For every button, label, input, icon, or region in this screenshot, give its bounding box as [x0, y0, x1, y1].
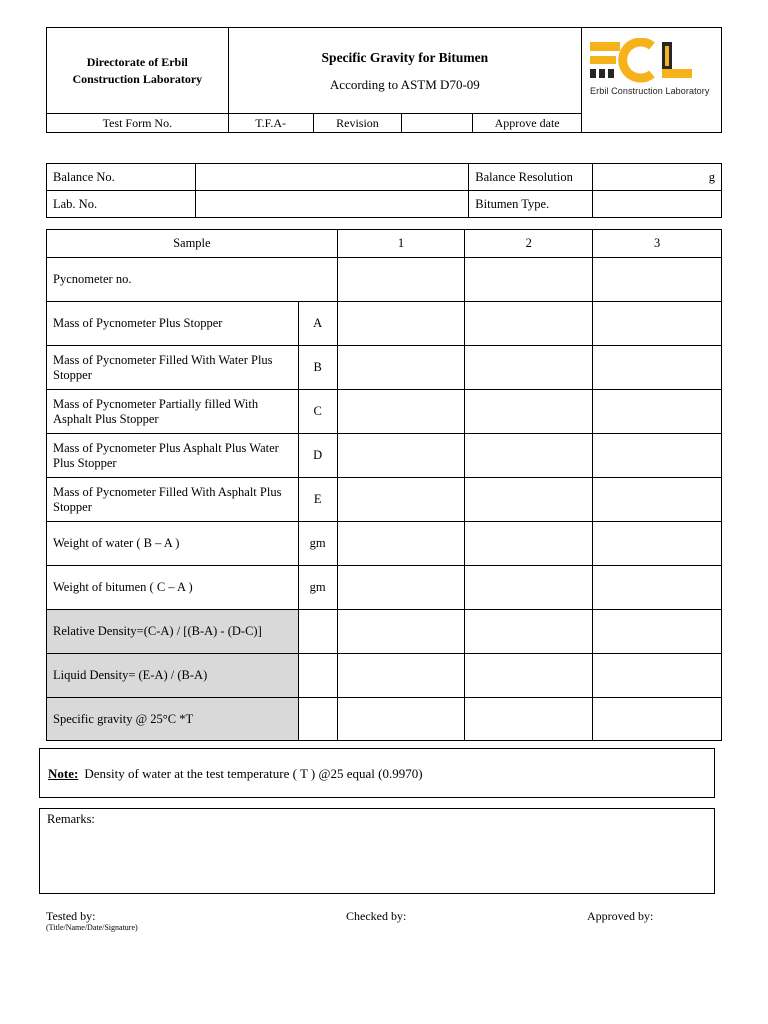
- measurement-row: [47, 566, 722, 610]
- tested-by-subtitle: (Title/Name/Date/Signature): [46, 923, 138, 932]
- row-symbol: gm: [298, 522, 337, 566]
- row-label: Weight of water ( B – A ): [47, 522, 299, 566]
- row-value-field-1[interactable]: [337, 610, 465, 654]
- form-subtitle: According to ASTM D70-09: [329, 77, 480, 92]
- checked-by-label: Checked by:: [346, 909, 407, 923]
- ecl-logo-mark: [590, 38, 694, 84]
- row-symbol: [298, 698, 337, 741]
- row-value-field-2[interactable]: [465, 346, 593, 390]
- row-symbol: A: [298, 302, 337, 346]
- measurement-table: [46, 229, 722, 741]
- measurement-row: [47, 390, 722, 434]
- logo-caption: Erbil Construction Laboratory: [590, 86, 710, 96]
- revision-label: Revision: [313, 114, 402, 133]
- form-title: Specific Gravity for Bitumen: [321, 50, 489, 65]
- pycnometer-field-1[interactable]: [337, 258, 465, 302]
- row-value-field-1[interactable]: [337, 698, 465, 741]
- organization-line-2: Construction Laboratory: [72, 71, 203, 86]
- tested-by-label: Tested by:: [46, 909, 96, 923]
- pycnometer-row: [47, 258, 722, 302]
- revision-value[interactable]: [402, 114, 473, 133]
- row-label: Mass of Pycnometer Filled With Asphalt Plus Stopper: [47, 478, 299, 522]
- row-symbol: C: [298, 390, 337, 434]
- pycnometer-label: Pycnometer no.: [47, 258, 338, 302]
- row-symbol: D: [298, 434, 337, 478]
- note-label: Note:: [48, 766, 79, 781]
- row-value-field-2[interactable]: [465, 478, 593, 522]
- lab-no-label: Lab. No.: [47, 191, 196, 218]
- row-symbol: [298, 610, 337, 654]
- logo-cell: [582, 28, 722, 133]
- remarks-label: Remarks:: [47, 812, 95, 826]
- row-value-field-2[interactable]: [465, 390, 593, 434]
- form-no-label: Test Form No.: [47, 114, 229, 133]
- measurement-row: [47, 654, 722, 698]
- measurement-row: [47, 434, 722, 478]
- row-value-field-3[interactable]: [593, 566, 722, 610]
- organization-line-1: Directorate of Erbil: [86, 54, 188, 69]
- row-label: Specific gravity @ 25°C *T: [47, 698, 299, 741]
- row-value-field-2[interactable]: [465, 654, 593, 698]
- row-value-field-3[interactable]: [593, 346, 722, 390]
- organization-cell: [47, 28, 229, 114]
- note-box: [39, 748, 715, 798]
- row-symbol: E: [298, 478, 337, 522]
- row-value-field-3[interactable]: [593, 478, 722, 522]
- row-value-field-2[interactable]: [465, 434, 593, 478]
- row-label: Liquid Density= (E-A) / (B-A): [47, 654, 299, 698]
- measurement-row: [47, 610, 722, 654]
- row-label: Mass of Pycnometer Plus Stopper: [47, 302, 299, 346]
- row-value-field-3[interactable]: [593, 390, 722, 434]
- row-value-field-3[interactable]: [593, 302, 722, 346]
- title-cell: [228, 28, 581, 114]
- row-label: Weight of bitumen ( C – A ): [47, 566, 299, 610]
- sample-column-1: 1: [337, 230, 465, 258]
- row-value-field-1[interactable]: [337, 566, 465, 610]
- row-symbol: B: [298, 346, 337, 390]
- balance-no-field[interactable]: [195, 164, 469, 191]
- table-header-row: [47, 230, 722, 258]
- row-value-field-3[interactable]: [593, 698, 722, 741]
- measurement-row: [47, 698, 722, 741]
- approve-date-label: Approve date: [473, 114, 582, 133]
- form-no-value: T.F.A-: [228, 114, 313, 133]
- balance-resolution-label: Balance Resolution: [469, 164, 593, 191]
- row-value-field-1[interactable]: [337, 478, 465, 522]
- row-label: Mass of Pycnometer Plus Asphalt Plus Water Plus Stopper: [47, 434, 299, 478]
- row-value-field-3[interactable]: [593, 654, 722, 698]
- measurement-row: [47, 346, 722, 390]
- bitumen-type-label: Bitumen Type.: [469, 191, 593, 218]
- balance-info-table: [46, 163, 722, 218]
- row-value-field-3[interactable]: [593, 434, 722, 478]
- measurement-row: [47, 522, 722, 566]
- sample-column-3: 3: [593, 230, 722, 258]
- row-value-field-3[interactable]: [593, 522, 722, 566]
- measurement-row: [47, 302, 722, 346]
- lab-no-field[interactable]: [195, 191, 469, 218]
- sample-column-2: 2: [465, 230, 593, 258]
- row-label: Mass of Pycnometer Filled With Water Plus Stopper: [47, 346, 299, 390]
- measurement-row: [47, 478, 722, 522]
- note-text: Density of water at the test temperature ( T ) @25 equal (0.9970): [84, 766, 423, 781]
- row-value-field-2[interactable]: [465, 698, 593, 741]
- balance-no-label: Balance No.: [47, 164, 196, 191]
- row-value-field-1[interactable]: [337, 522, 465, 566]
- row-symbol: gm: [298, 566, 337, 610]
- form-header: [46, 27, 722, 133]
- ecl-logo: [590, 38, 721, 96]
- row-value-field-1[interactable]: [337, 346, 465, 390]
- pycnometer-field-3[interactable]: [593, 258, 722, 302]
- bitumen-type-field[interactable]: [593, 191, 722, 218]
- row-value-field-2[interactable]: [465, 610, 593, 654]
- row-label: Relative Density=(C-A) / [(B-A) - (D-C)]: [47, 610, 299, 654]
- row-symbol: [298, 654, 337, 698]
- row-value-field-2[interactable]: [465, 566, 593, 610]
- balance-resolution-field[interactable]: g: [593, 164, 722, 191]
- sample-header: Sample: [47, 230, 338, 258]
- remarks-box[interactable]: [39, 808, 715, 894]
- row-value-field-1[interactable]: [337, 302, 465, 346]
- row-label: Mass of Pycnometer Partially filled With Asphalt Plus Stopper: [47, 390, 299, 434]
- row-value-field-1[interactable]: [337, 390, 465, 434]
- row-value-field-2[interactable]: [465, 302, 593, 346]
- row-value-field-1[interactable]: [337, 434, 465, 478]
- row-value-field-2[interactable]: [465, 522, 593, 566]
- row-value-field-1[interactable]: [337, 654, 465, 698]
- row-value-field-3[interactable]: [593, 610, 722, 654]
- approved-by-label: Approved by:: [587, 909, 654, 923]
- pycnometer-field-2[interactable]: [465, 258, 593, 302]
